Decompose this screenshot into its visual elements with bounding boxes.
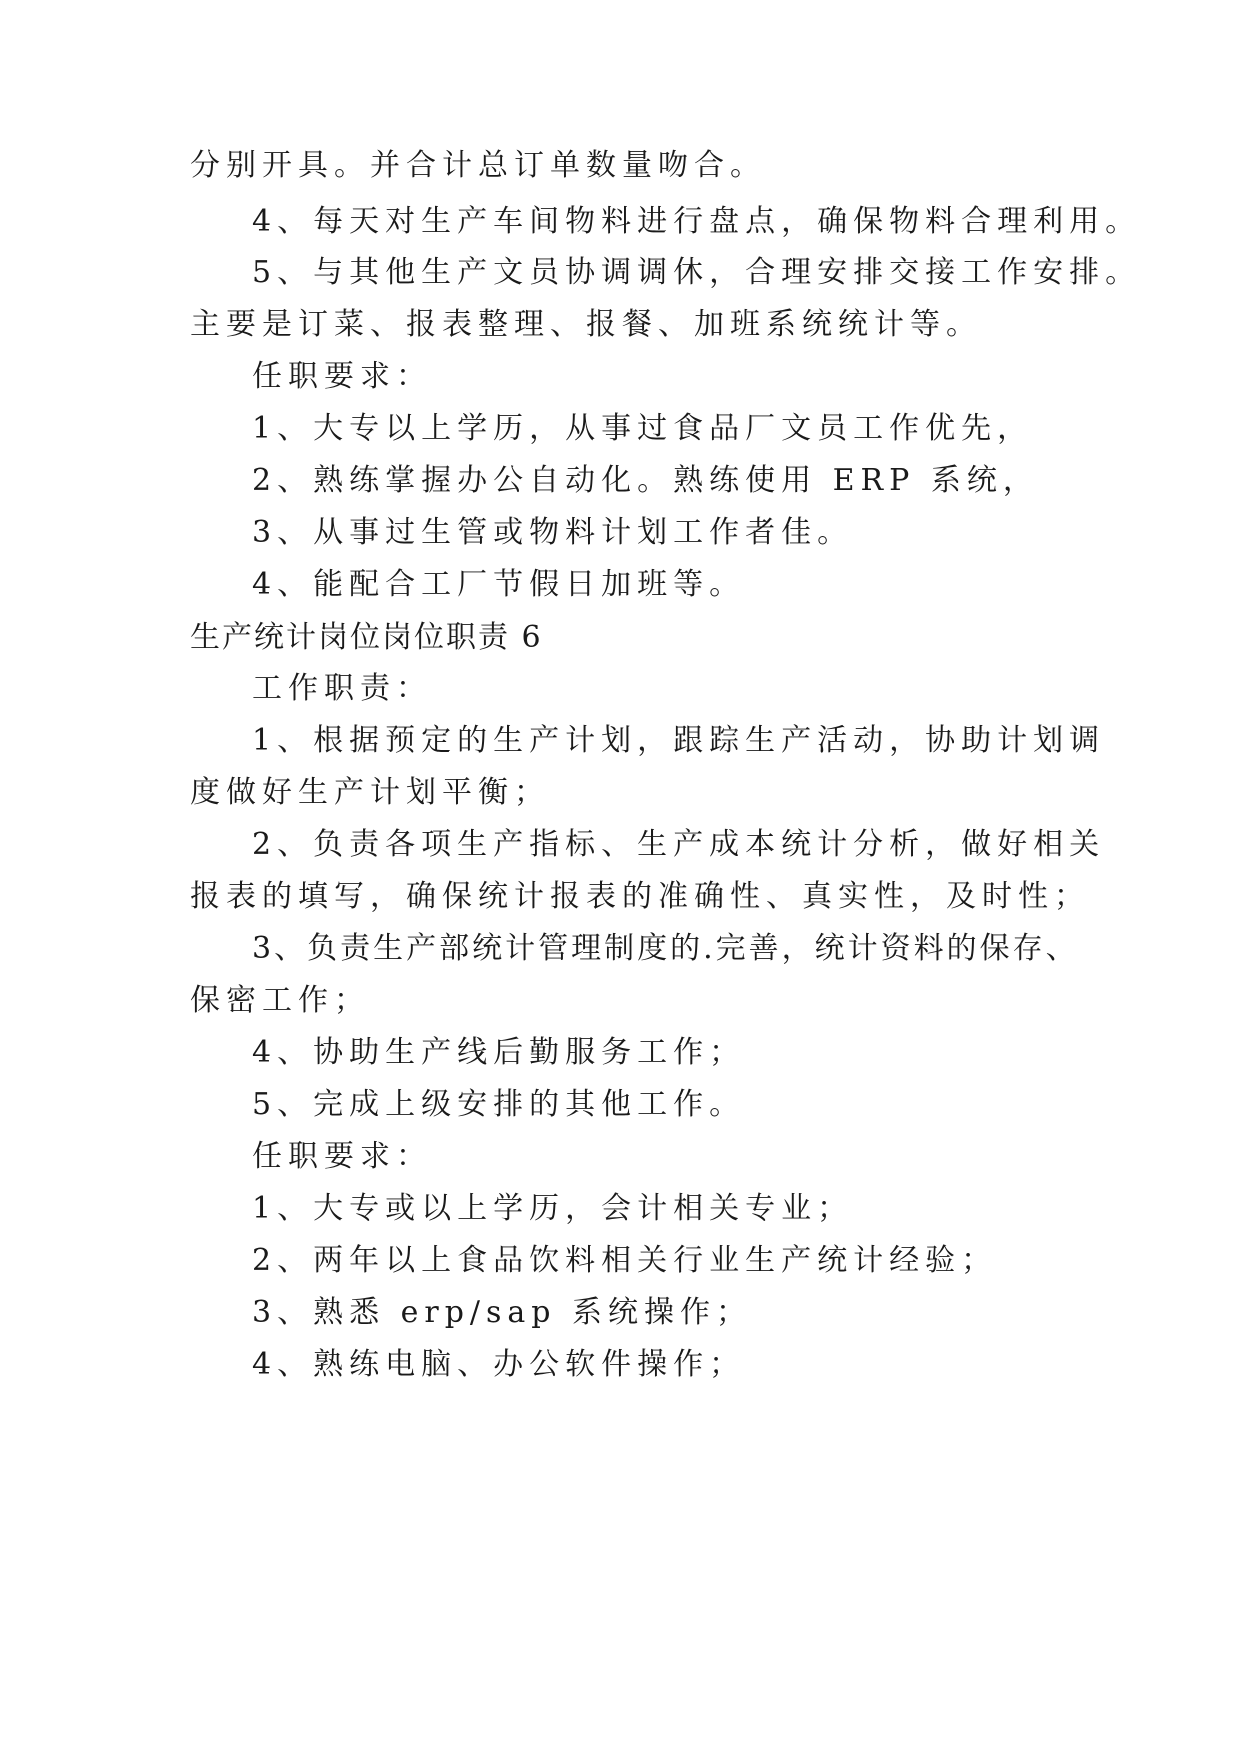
section-label: 任职要求： — [252, 359, 432, 394]
section-heading: 生产统计岗位岗位职责 6 — [190, 620, 543, 655]
text-line: 主要是订菜、报表整理、报餐、加班系统统计等。 — [190, 307, 982, 342]
text-line: 1、大专或以上学历，会计相关专业； — [252, 1191, 854, 1226]
text-line: 4、每天对生产车间物料进行盘点，确保物料合理利用。 — [252, 204, 1142, 239]
text-line: 3、从事过生管或物料计划工作者佳。 — [252, 515, 854, 550]
text-line: 2、熟练掌握办公自动化。熟练使用 ERP 系统， — [252, 463, 1039, 498]
text-line: 3、熟悉 erp/sap 系统操作； — [252, 1295, 753, 1330]
text-line: 2、两年以上食品饮料相关行业生产统计经验； — [252, 1243, 998, 1278]
text-line: 保密工作； — [190, 983, 370, 1018]
text-line: 5、完成上级安排的其他工作。 — [252, 1087, 746, 1122]
text-line: 4、协助生产线后勤服务工作； — [252, 1035, 746, 1070]
text-line: 1、大专以上学历，从事过食品厂文员工作优先， — [252, 411, 1034, 446]
text-line: 分别开具。并合计总订单数量吻合。 — [190, 148, 766, 183]
text-line: 度做好生产计划平衡； — [190, 775, 550, 810]
section-label: 任职要求： — [252, 1139, 432, 1174]
text-line: 5、与其他生产文员协调调休，合理安排交接工作安排。 — [252, 255, 1142, 290]
text-line: 3、负责生产部统计管理制度的.完善，统计资料的保存、 — [252, 931, 1079, 966]
text-line: 4、能配合工厂节假日加班等。 — [252, 567, 746, 602]
text-line: 2、负责各项生产指标、生产成本统计分析，做好相关 — [252, 827, 1106, 862]
text-line: 报表的填写，确保统计报表的准确性、真实性，及时性； — [190, 879, 1090, 914]
text-line: 1、根据预定的生产计划，跟踪生产活动，协助计划调 — [252, 723, 1106, 758]
section-label: 工作职责： — [252, 671, 432, 706]
text-line: 4、熟练电脑、办公软件操作； — [252, 1347, 746, 1382]
